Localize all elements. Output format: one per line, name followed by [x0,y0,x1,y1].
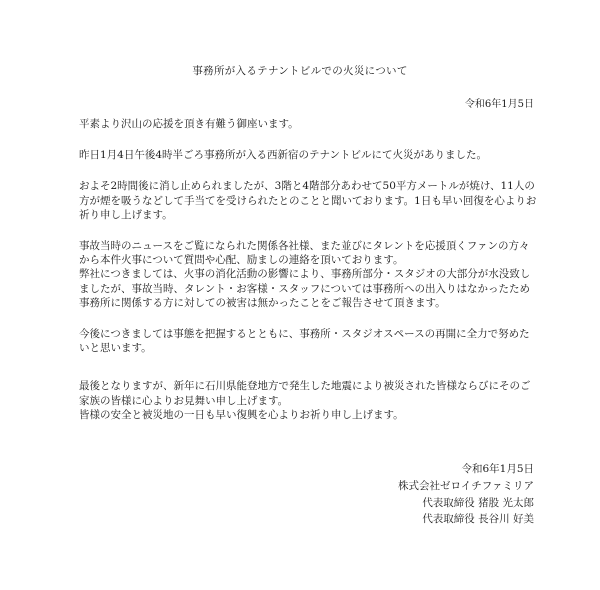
paragraph-earthquake-sympathy: 最後となりますが、新年に石川県能登地方で発生した地震により被災された皆様ならびにそのご家族の皆様に心よりお見舞い申し上げます。 [79,380,531,407]
signature-block [398,461,534,528]
document-date: 令和6年1月5日 [464,99,534,110]
signature-representative-1: 代表取締役 猪股 光太郎 [422,496,534,509]
paragraph-damage-details: およそ2時間後に消し止められましたが、3階と4階部分あわせて50平方メートルが焼け、11人の方が煙を吸うなどして手当てを受けられたとのことと聞いております。1日も早い回復を心よりお祈り申し上げます。 [79,180,537,221]
document-title: 事務所が入るテナントビルでの火災について [192,65,408,77]
paragraph-inquiries: 事故当時のニュースをご覧になられた関係各社様、また並びにタレントを応援頂くファンの方々から本件火事について質問や心配、励ましの連絡を頂いております。 [79,240,530,267]
signature-date: 令和6年1月5日 [461,463,534,475]
paragraph-recovery-wishes: 皆様の安全と被災地の一日も早い復興を心よりお祈り申し上げます。 [79,408,404,421]
paragraph-greeting: 平素より沢山の応援を頂き有難う御座います。 [79,118,299,130]
signature-company: 株式会社ゼロイチファミリア [398,479,534,492]
document-body [79,117,539,422]
paragraph-future-plans: 今後につきましては事態を把握するとともに、事務所・スタジオスペースの再開に全力で努めたいと思います。 [79,328,530,355]
signature-representative-2: 代表取締役 長谷川 好美 [422,513,534,526]
paragraph-company-status: 弊社につきましては、火事の消化活動の影響により、事務所部分・スタジオの大部分が水没致しましたが、事故当時、タレント・お客様・スタッフについては事務所への出入りはなかったため事務所に関係する方に対しての被害は無かったことをご報告させて頂きます。 [79,268,531,309]
paragraph-fire-report: 昨日1月4日午後4時半ごろ事務所が入る西新宿のテナントビルにて火災がありました。 [79,149,488,162]
